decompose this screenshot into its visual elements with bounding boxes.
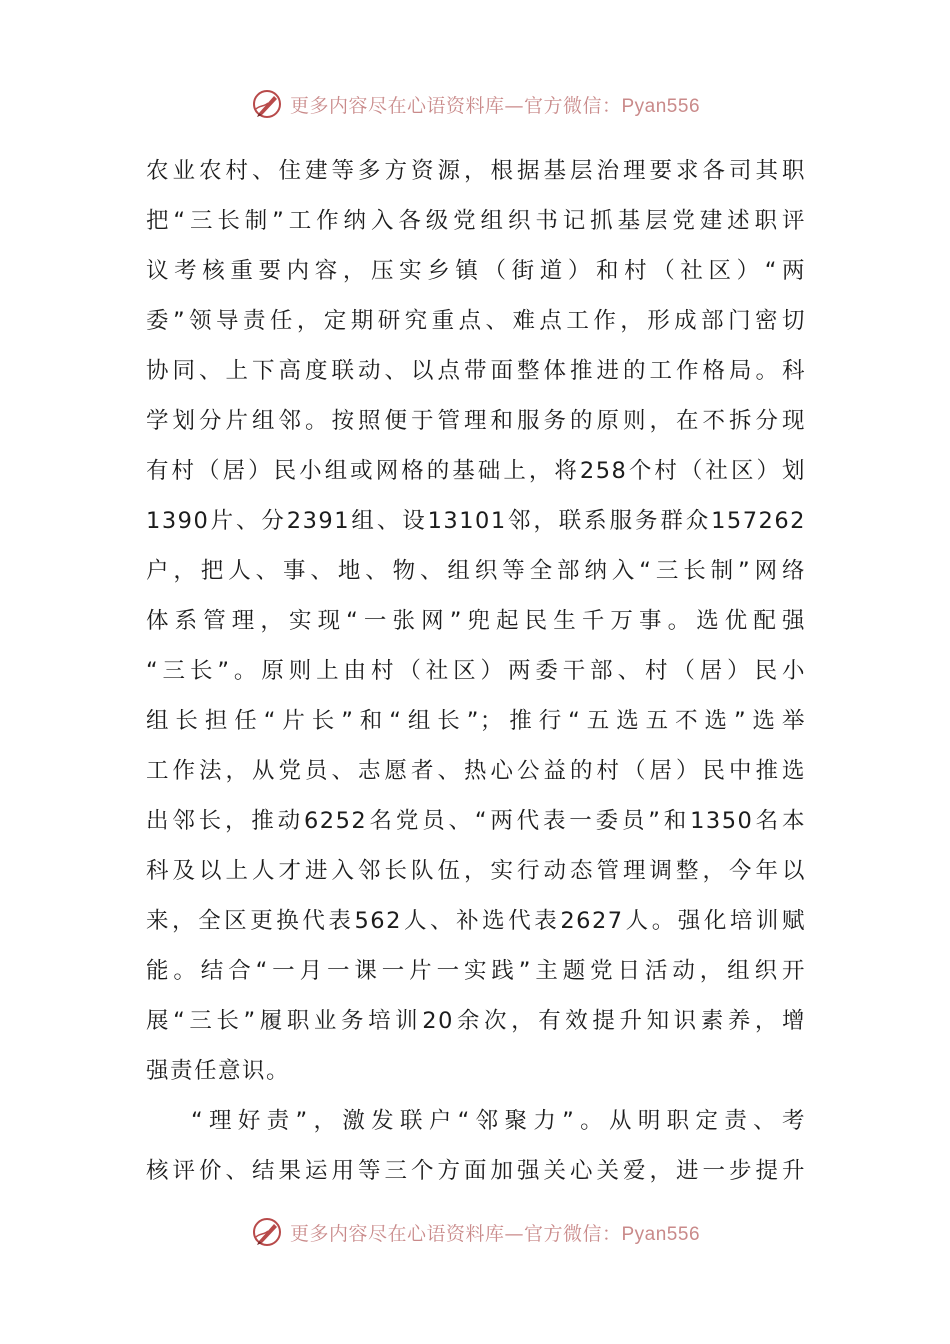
body-line: 组长担任“片长”和“组长”；推行“五选五不选”选举 (146, 708, 806, 734)
body-line: 有村（居）民小组或网格的基础上，将258个村（社区）划 (146, 458, 806, 484)
body-line: 学划分片组邻。按照便于管理和服务的原则，在不拆分现 (146, 408, 806, 434)
footer-wechat-id: Pyan556 (621, 1223, 701, 1245)
body-line: 把“三长制”工作纳入各级党组织书记抓基层党建述职评 (146, 208, 806, 234)
body-line: 出邻长，推动6252名党员、“两代表一委员”和1350名本 (146, 808, 806, 834)
body-line: 户，把人、事、地、物、组织等全部纳入“三长制”网络 (146, 558, 806, 584)
body-line: 委”领导责任，定期研究重点、难点工作，形成部门密切 (146, 308, 806, 334)
body-line: “三长”。原则上由村（社区）两委干部、村（居）民小 (146, 658, 806, 684)
body-line: 协同、上下高度联动、以点带面整体推进的工作格局。科 (146, 358, 806, 384)
header-wechat-id: Pyan556 (621, 95, 701, 117)
body-line: 议考核重要内容，压实乡镇（街道）和村（社区）“两 (146, 258, 806, 284)
body-line: 来，全区更换代表562人、补选代表2627人。强化培训赋 (146, 908, 806, 934)
body-line: “理好责”，激发联户“邻聚力”。从明职定责、考 (191, 1108, 806, 1134)
footer-banner (0, 1212, 950, 1252)
body-line: 体系管理，实现“一张网”兜起民生千万事。选优配强 (146, 608, 806, 634)
pen-logo-icon (250, 1215, 284, 1249)
body-line: 农业农村、住建等多方资源，根据基层治理要求各司其职 (146, 158, 806, 184)
body-line: 强责任意识。 (146, 1058, 291, 1084)
header-banner (0, 84, 950, 124)
pen-logo-icon (250, 87, 284, 121)
body-line: 展“三长”履职业务培训20余次，有效提升知识素养，增 (146, 1008, 806, 1034)
body-line: 核评价、结果运用等三个方面加强关心关爱，进一步提升 (146, 1158, 806, 1184)
body-line: 科及以上人才进入邻长队伍，实行动态管理调整，今年以 (146, 858, 806, 884)
footer-banner-text: 更多内容尽在心语资料库—官方微信：Pyan556 (289, 1222, 701, 1245)
header-banner-text: 更多内容尽在心语资料库—官方微信：Pyan556 (289, 94, 701, 117)
document-body (146, 146, 806, 1196)
body-line: 1390片、分2391组、设13101邻，联系服务群众157262 (146, 508, 806, 534)
body-line: 工作法，从党员、志愿者、热心公益的村（居）民中推选 (146, 758, 806, 784)
body-line: 能。结合“一月一课一片一实践”主题党日活动，组织开 (146, 958, 806, 984)
